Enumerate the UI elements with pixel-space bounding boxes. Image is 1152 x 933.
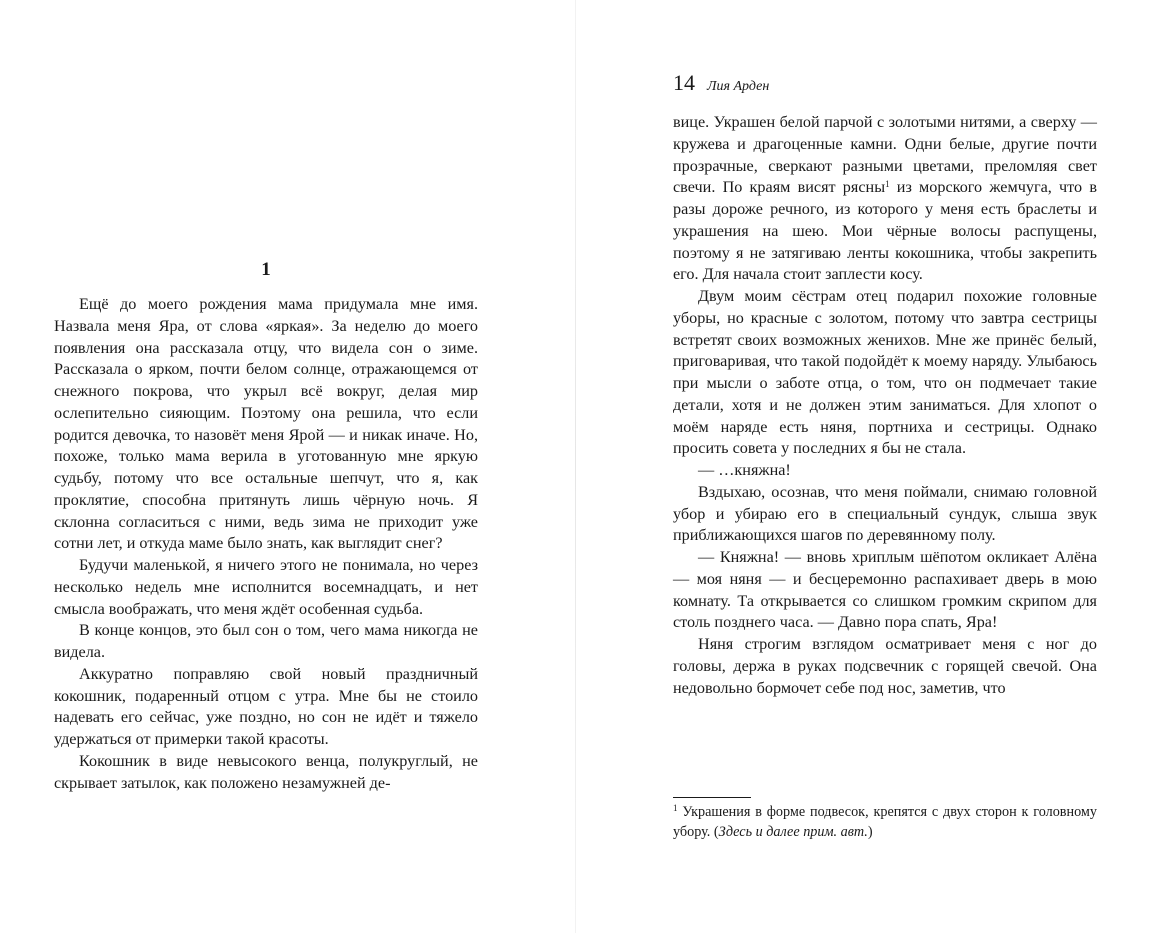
paragraph: Кокошник в виде невысокого венца, полукруглый, не скрывает затылок, как положено незамужней де- [54, 751, 478, 792]
running-head [673, 70, 769, 98]
chapter-number: 1 [261, 259, 271, 280]
footnote-close: ) [867, 824, 873, 840]
paragraph: — Княжна! — вновь хриплым шёпотом окликает Алёна — моя няня — и бесцеремонно распахивает дверь в мою комнату. Та открывается со слишком громким скрипом для столь позднего часа. — Давно пора спать, Яра! [673, 548, 1097, 632]
paragraph: Будучи маленькой, я ничего этого не понимала, но через несколько недель мне исполнится восемнадцать, и нет смысла воображать, что меня ждёт особенная судьба. [54, 556, 478, 618]
left-page-body [54, 294, 478, 794]
paragraph: Ещё до моего рождения мама придумала мне имя. Назвала меня Яра, от слова «яркая». За неделю до моего появления она рассказала отцу, что видела сон о зиме. Рассказала о ярком, почти белом солнце, отражающемся от снежного покрова, что укрыл всё вокруг, делая мир ослепительно сияющим. Поэтому она решила, что если родится девочка, то назовёт меня Ярой — и никак иначе. Но, похоже, только мама верила в уготованную мне яркую судьбу, потому что все остальные шепчут, что я, как проклятие, способна притянуть лишь чёрную ночь. Я склонна согласиться с ними, ведь зима не приходит уже сотни лет, и откуда маме было знать, как выглядит снег? [54, 295, 478, 553]
paragraph: — …княжна! [698, 461, 791, 479]
footnote-reference: 1 [885, 179, 890, 190]
right-page-body [673, 112, 1097, 699]
paragraph-continued [673, 112, 1097, 286]
footnote-rule [673, 797, 751, 798]
page-number: 14 [673, 70, 695, 95]
author-name: Лия Арден [707, 79, 770, 94]
footnote-italic: Здесь и далее прим. авт. [718, 824, 868, 840]
paragraph-text: из морского жемчуга, что в разы дороже речного, из которого у меня есть браслеты и украшения на шею. Мои чёрные волосы распущены, поэтому я не затягиваю ленты кокошника, чтобы закрепить его. Для начала стоит заплести косу. [673, 178, 1097, 284]
paragraph: Аккуратно поправляю свой новый праздничный кокошник, подаренный отцом с утра. Мне бы не стоило надевать его сейчас, уже поздно, но сон не идёт и тяжело удержаться от примерки такой красоты. [54, 664, 478, 748]
paragraph: Вздыхаю, осознав, что меня поймали, снимаю головной убор и убираю его в специальный сундук, слыша звук приближающихся шагов по деревянному полу. [673, 482, 1097, 545]
footnote-marker: 1 [673, 803, 678, 813]
paragraph: Няня строгим взглядом осматривает меня с ног до головы, держа в руках подсвечник с горящей свечой. Она недовольно бормочет себе под нос, заметив, что [673, 635, 1097, 697]
footnote-text: Украшения в форме подвесок, крепятся с двух сторон к головному убору. ( [673, 804, 1097, 840]
paragraph-text: вице. Украшен белой парчой с золотыми нитями, а сверху — кружева и драгоценные камни. Одни белые, другие почти прозрачные, сверкают разными цветами, преломляя свет свечи. По краям висят рясны [673, 113, 1097, 197]
footnote [673, 802, 1097, 842]
left-page [0, 0, 575, 933]
right-page [576, 0, 1152, 933]
paragraph: В конце концов, это был сон о том, чего мама никогда не видела. [54, 621, 478, 661]
paragraph: Двум моим сёстрам отец подарил похожие головные уборы, но красные с золотом, потому что завтра сестрицы встретят своих возможных женихов. Мне же принёс белый, приговаривая, что такой подойдёт к моему наряду. Улыбаюсь при мысли о заботе отца, о том, что он подмечает такие детали, хотя и не должен этим заниматься. Для хлопот о моём наряде есть няня, портниха и сестрицы. Однако просить совета у последних я бы не стала. [673, 287, 1097, 458]
